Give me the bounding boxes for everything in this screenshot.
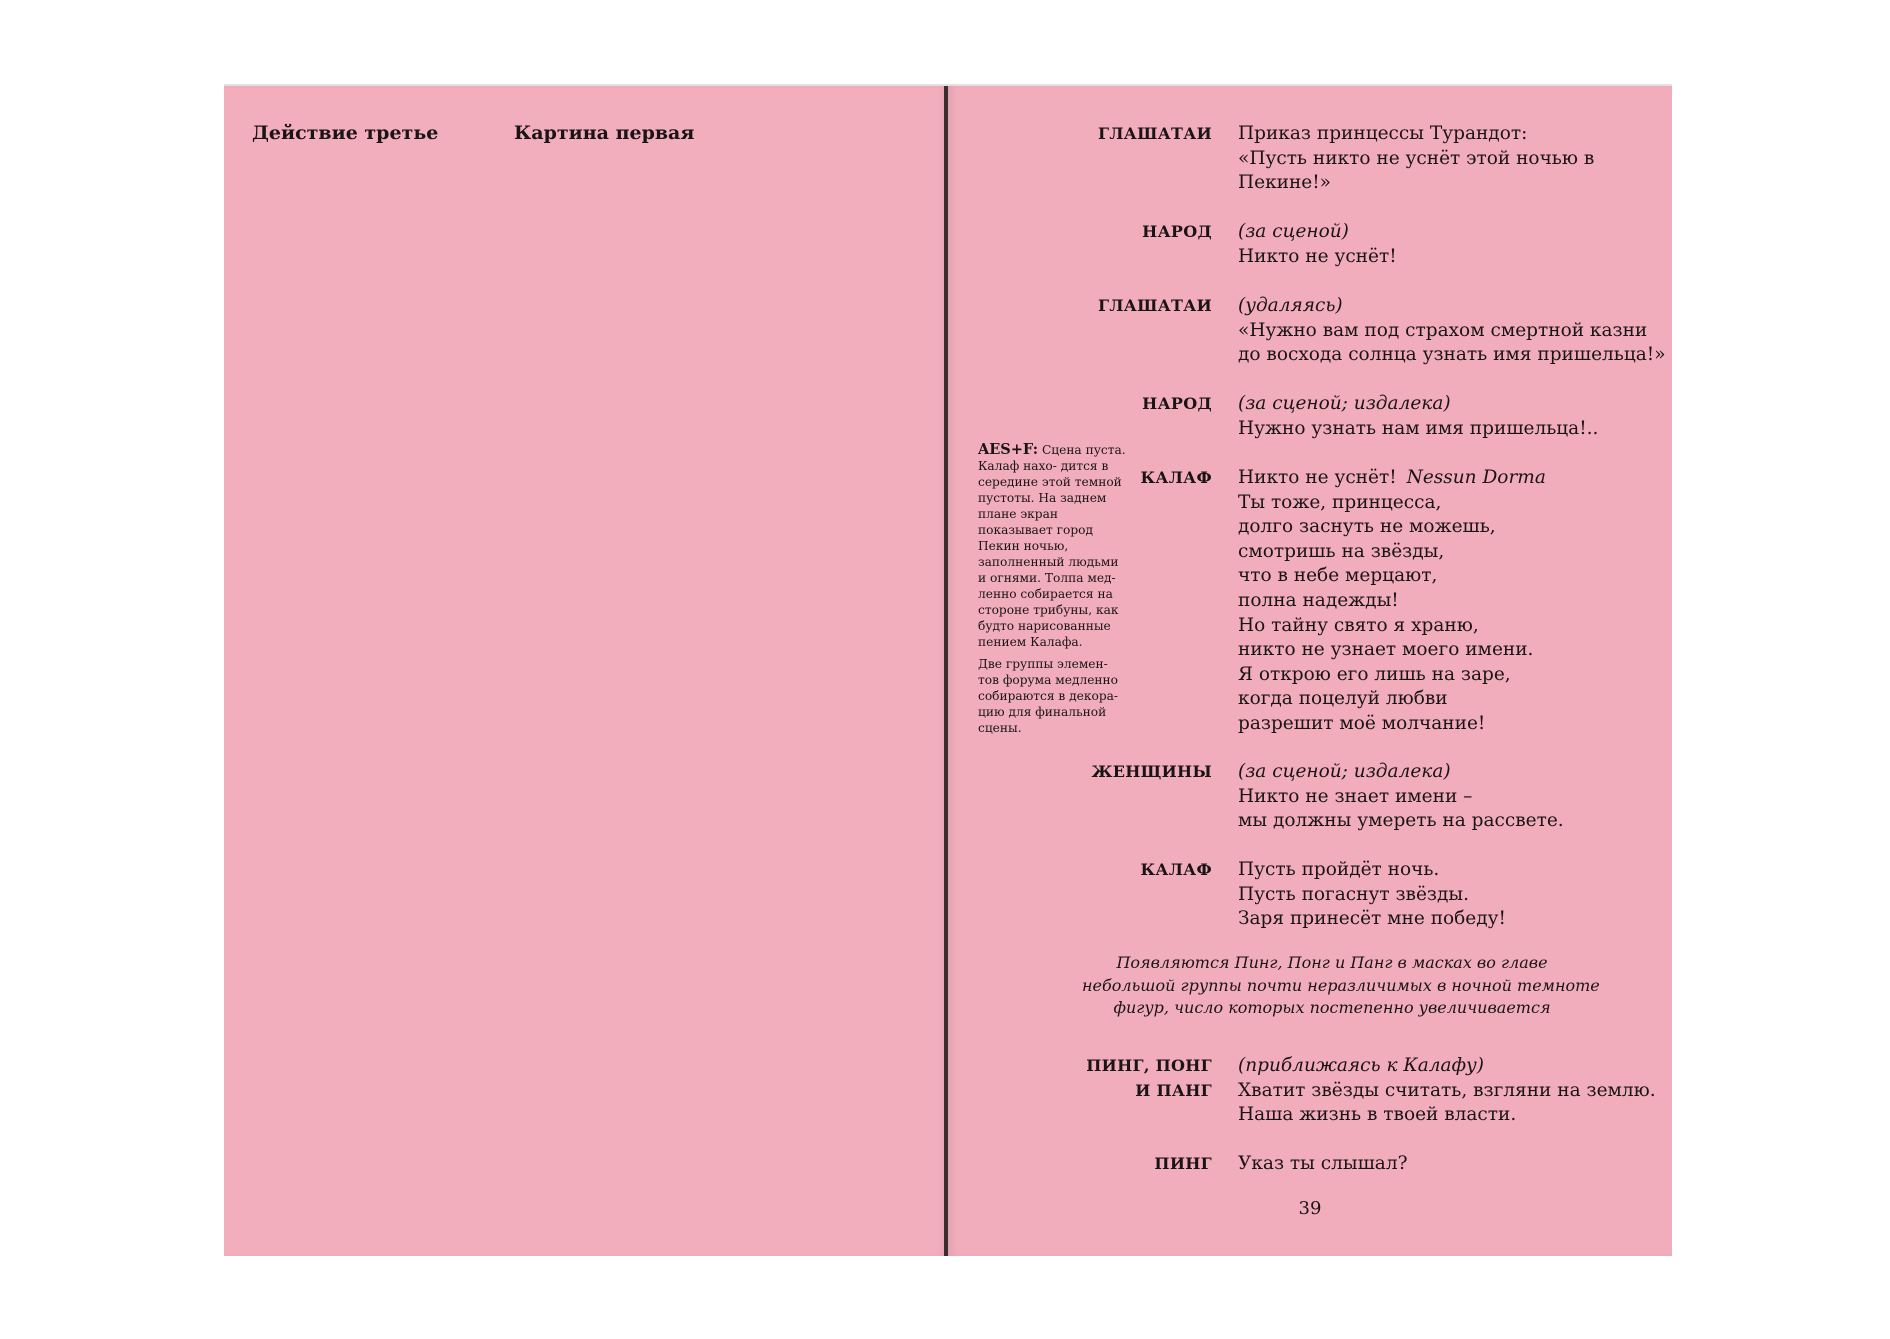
dialogue-line: Хватит звёзды считать, взгляни на землю. (1238, 1079, 1656, 1101)
dialogue-line: Пекине!» (1238, 172, 1332, 194)
dialogue-line: разрешит моё молчание! (1238, 712, 1486, 734)
dialogue-line: Никто не знает имени – (1238, 785, 1473, 807)
stage-remark: (удаляясь) (1238, 295, 1343, 316)
dialogue-block-2 (1238, 220, 1658, 269)
dialogue-line: Указ ты слышал? (1238, 1153, 1408, 1174)
stage-direction-line: Появляются Пинг, Понг и Панг в масках во главе (1116, 953, 1548, 972)
dialogue-block-4 (1238, 392, 1658, 441)
dialogue-line: полна надежды! (1238, 589, 1399, 611)
dialogue-line: Никто не уснёт! (1238, 245, 1397, 267)
dialogue-line: Заря принесёт мне победу! (1238, 908, 1506, 930)
book-spread (224, 86, 1672, 1256)
speaker-heralds-2: ГЛАШАТАИ (1097, 296, 1212, 315)
right-page (948, 86, 1672, 1256)
dialogue-line: до восхода солнца узнать имя пришельца!» (1238, 344, 1666, 366)
dialogue-line: мы должны умереть на рассвете. (1238, 810, 1564, 832)
dialogue-block-9 (1238, 1152, 1658, 1177)
dialogue-line: Пусть погаснут звёзды. (1238, 883, 1469, 905)
dialogue-line: что в небе мерцают, (1238, 565, 1438, 587)
stage-remark: (приближаясь к Калафу) (1238, 1055, 1485, 1076)
dialogue-line: «Нужно вам под страхом смертной казни (1238, 319, 1648, 341)
dialogue-line: когда поцелуй любви (1238, 688, 1448, 710)
stage-direction-line: небольшой группы почти неразличимых в ночной темноте (1082, 975, 1600, 995)
act-title: Действие третье (252, 122, 439, 144)
dialogue-line: Никто не уснёт! (1238, 467, 1397, 488)
side-note-paragraph-1 (978, 442, 1126, 650)
dialogue-line-first (1238, 466, 1658, 491)
dialogue-line: Приказ принцессы Турандот: (1238, 123, 1528, 144)
speaker-women: ЖЕНЩИНЫ (1091, 762, 1212, 781)
speaker-people-1: НАРОД (1142, 222, 1212, 241)
scene-title: Картина первая (514, 122, 695, 144)
side-note-tag: AES+F: (978, 441, 1039, 458)
stage-remark: (за сценой; издалека) (1238, 393, 1451, 414)
dialogue-line: Пусть пройдёт ночь. (1238, 859, 1440, 880)
speaker-calaf-1: КАЛАФ (1140, 468, 1212, 487)
dialogue-line: Ты тоже, принцесса, (1238, 491, 1442, 513)
stage-direction (1082, 952, 1600, 1020)
dialogue-line: никто не узнает моего имени. (1238, 639, 1534, 661)
left-page (224, 86, 946, 1256)
stage-direction-line: фигур, число которых постепенно увеличивается (1113, 998, 1551, 1017)
side-note (978, 442, 1126, 742)
dialogue-line: смотришь на звёзды, (1238, 540, 1445, 562)
speaker-heralds-1: ГЛАШАТАИ (1097, 124, 1212, 143)
speaker-line: ПИНГ, ПОНГ (1086, 1056, 1212, 1075)
dialogue-line: Я открою его лишь на заре, (1238, 663, 1511, 685)
dialogue-block-7 (1238, 858, 1658, 932)
speaker-line: И ПАНГ (1135, 1080, 1212, 1100)
side-note-text-1: Сцена пуста. Калаф нахо- дится в середине этой темной пустоты. На заднем плане экран показывает город Пекин ночью, заполненный людьми и огнями. Толпа мед- ленно собирается на стороне трибуны, как будто нарисованные пением Калафа. (978, 443, 1126, 649)
speaker-people-2: НАРОД (1142, 394, 1212, 413)
dialogue-block-6 (1238, 760, 1658, 834)
dialogue-line: Нужно узнать нам имя пришельца!.. (1238, 417, 1599, 439)
dialogue-block-3 (1238, 294, 1666, 368)
dialogue-line: Но тайну свято я храню, (1238, 614, 1479, 636)
stage-remark: (за сценой) (1238, 221, 1349, 242)
speaker-calaf-2: КАЛАФ (1140, 860, 1212, 879)
speaker-ping-pong-pang (1086, 1054, 1212, 1103)
dialogue-block-1 (1238, 122, 1658, 196)
dialogue-block-8 (1238, 1054, 1658, 1128)
dialogue-line: долго заснуть не можешь, (1238, 516, 1496, 538)
dialogue-block-5 (1238, 466, 1658, 737)
stage-remark: (за сценой; издалека) (1238, 761, 1451, 782)
side-note-paragraph-2: Две группы элемен- тов форума медленно собираются в декора- цию для финальной сцены. (978, 657, 1119, 735)
dialogue-line: Наша жизнь в твоей власти. (1238, 1104, 1517, 1126)
speaker-ping: ПИНГ (1154, 1154, 1212, 1173)
dialogue-line: «Пусть никто не уснёт этой ночью в (1238, 147, 1595, 169)
aria-title: Nessun Dorma (1406, 467, 1546, 488)
page-number: 39 (1298, 1198, 1322, 1219)
